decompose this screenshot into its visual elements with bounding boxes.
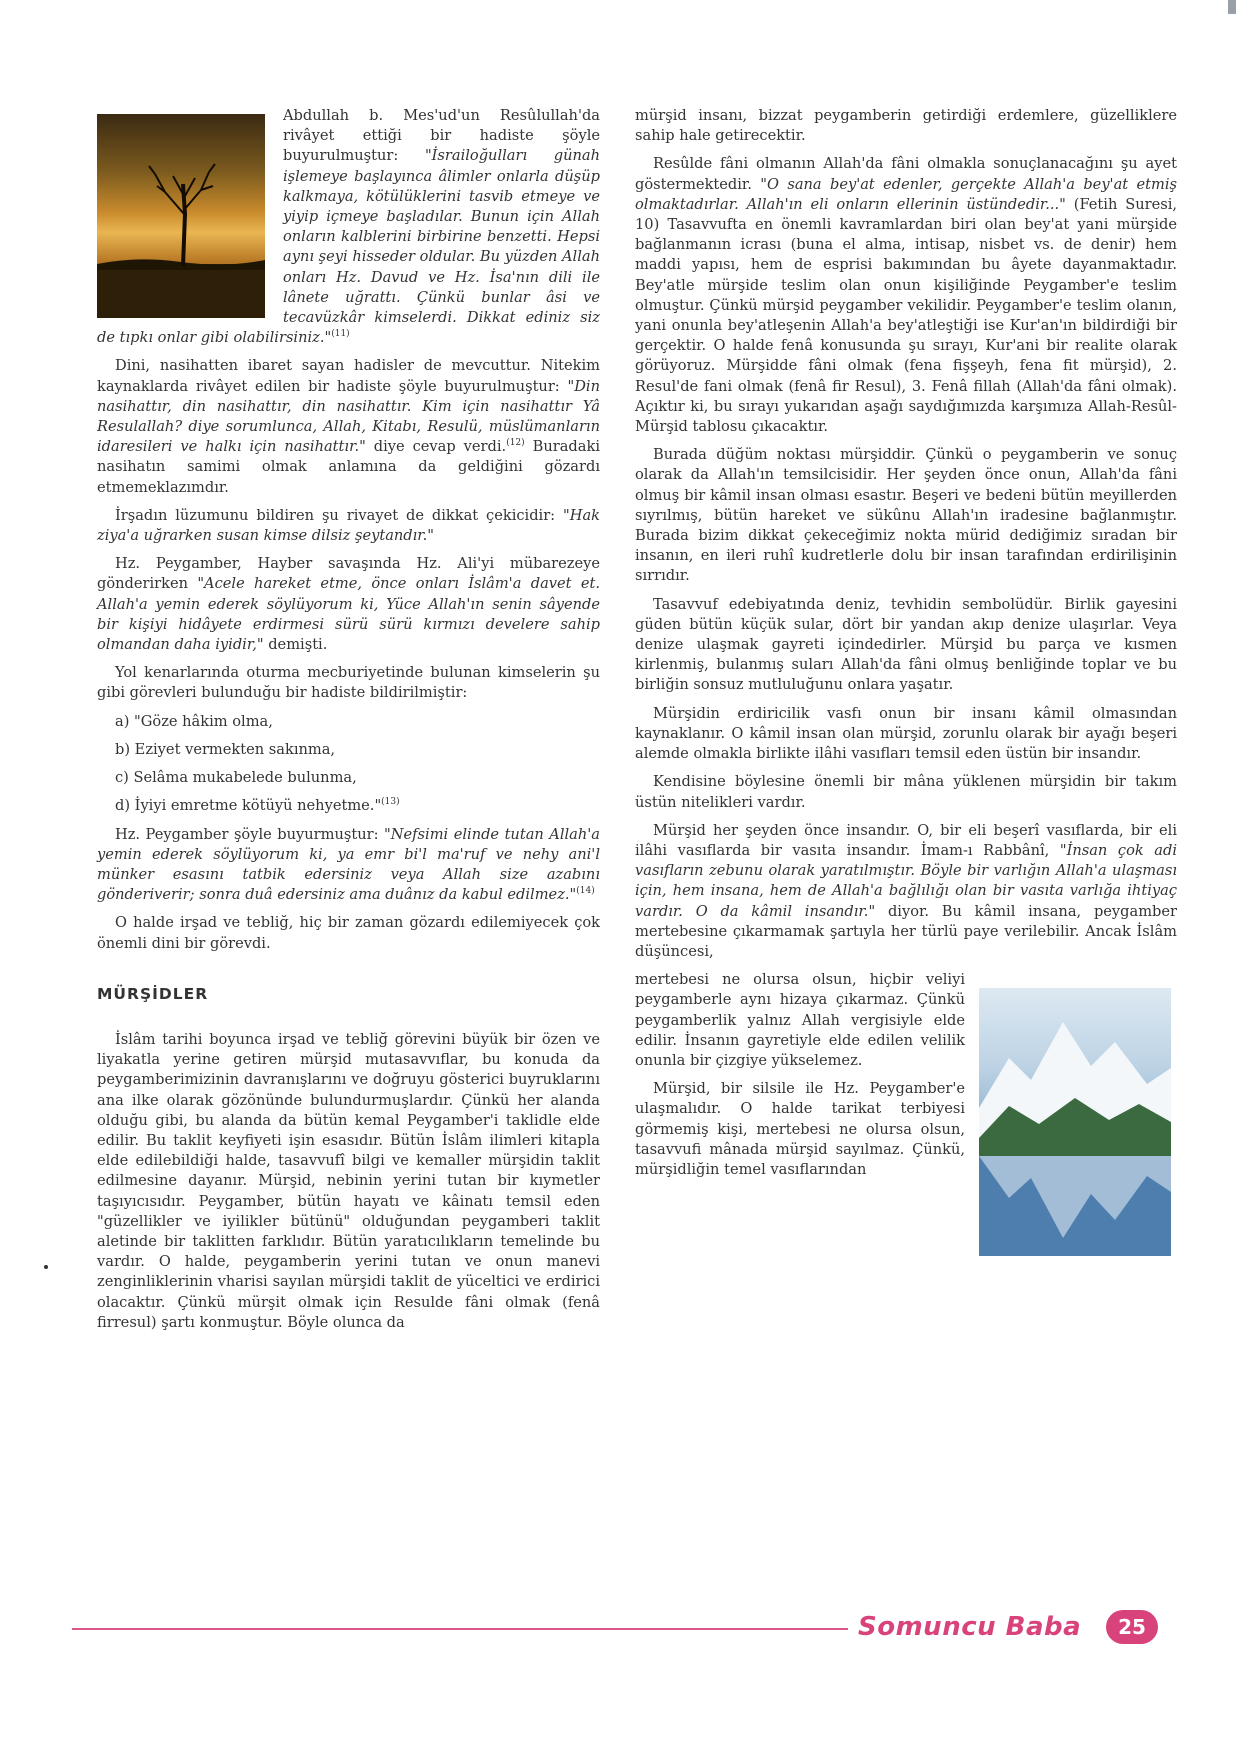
list-item-c: c) Selâma mukabelede bulunma,: [115, 769, 357, 787]
right-p2-a: Resûlde fâni olmanın Allah'da fâni olmakla sonuçlanacağını şu ayet göstermektedir.: [635, 155, 1177, 193]
left-p7: O halde irşad ve tebliğ, hiç bir zaman gözardı edilemiyecek çok önemli dini bir görevdi.: [97, 914, 600, 952]
left-column: [97, 106, 600, 1341]
sunset-tree-photo: [97, 114, 265, 318]
right-p7-b-start: diyor. Bu kâmil insana, peygamber mertebesine çıkarmamak şartıyla her türlü paye verilebilir. Ancak İslâm düşüncesi,: [635, 902, 1177, 960]
right-p1: mürşid insanı, bizzat peygamberin getirdiği erdemlere, güzelliklere sahip hale getirecektir.: [635, 107, 1177, 145]
margin-dot: [44, 1265, 48, 1269]
footnote-12: (12): [506, 438, 525, 449]
mountain-lake-photo: [979, 988, 1171, 1256]
left-p6-quote: "Nefsimi elinde tutan Allah'a yemin ederek söylüyorum ki, ya emr bi'l ma'ruf ve nehy ani'l münker esasını tatbik edersiniz veya Allah size azabını gönderiverir; sonra duâ edersiniz ama duânız da kabul edilmez.": [97, 825, 600, 904]
right-p2-b: (Fetih Suresi, 10) Tasavvufta en önemli kavramlardan biri olan bey'at yani mürşide bağlanmanın icrası (buna el alma, intisap, nisbet vs. de denir) hem maddi yapısı, hem de esprisi bakımından bu âyete dayanmaktadır. Bey'atle mürşide teslim olan onun kişiliğinde Peygamber'e teslim olmuştur. Çünkü mürşid peygamber vekilidir. Peygamber'e teslim olanın, yani onunla bey'atleşenin Allah'a bey'atleştiği ise Kur'an'ın bildirdiği bir gerçektir. O halde fenâ konusunda şu sırayı, Kur'ani bir realite olarak görüyoruz. Mürşidde fâni olmak (fena fişşeyh, fena fit mürşid), 2. Resul'de fani olmak (fenâ fir Resul), 3. Fenâ fillah (Allah'da fâni olmak). Açıktır ki, bu sırayı yukarıdan aşağı saydığımızda karşımıza Allah-Resûl-Mürşid tablosu çıkacaktır.: [635, 195, 1178, 436]
footnote-13: (13): [381, 797, 400, 808]
left-p2-c: Buradaki nasihatın samimi olmak anlamına da geldiğini gözardı etmemeklazımdır.: [97, 438, 600, 496]
right-p6: Kendisine böylesine önemli bir mâna yüklenen mürşidin bir takım üstün nitelikleri vardır.: [635, 773, 1177, 811]
left-intro: Abdullah b. Mes'ud'un Resûlullah'da rivâyet ettiği bir hadiste şöyle buyurulmuştur:: [283, 107, 600, 165]
list-item-a: a) "Göze hâkim olma,: [115, 712, 273, 730]
right-p3: Burada düğüm noktası mürşiddir. Çünkü o peygamberin ve sonuç olarak da Allah'ın temsilcisidir. Her şeyden önce onun, Allah'da fâni olmuş bir kâmil insan olması esastır. Beşeri ve bedeni bütün meyillerden sıyrılmış, bütün hareket ve sükûnu Allah'ın iradesine bağlanmıştır. Burada bizim dikkat çekeceğimiz nokta mürid dediğimiz sıradan bir insanın, en ileri ruhî kudretlerle dolu bir insan tarafından erdirilişinin sırrıdır.: [635, 446, 1177, 585]
list-item-b: b) Eziyet vermekten sakınma,: [115, 740, 336, 758]
right-p2-quote: "O sana bey'at edenler, gerçekte Allah'a bey'at etmiş olmaktadırlar. Allah'ın eli onların ellerinin üstündedir...": [635, 175, 1177, 213]
footer-rule: [72, 1628, 848, 1630]
left-p5: Yol kenarlarında oturma mecburiyetinde bulunan kimselerin şu gibi görevleri bulunduğu bir hadiste bildirilmiştir:: [97, 664, 600, 702]
left-p2-a: Dini, nasihatten ibaret sayan hadisler de mevcuttur. Nitekim kaynaklarda rivâyet edilen bir hadiste şöyle buyurulmuştur:: [97, 357, 600, 395]
right-p7-quote: "İnsan çok adi vasıfların zebunu olarak yaratılmıştır. Böyle bir varlığın Allah'a ulaşması için, hem insana, hem de Allah'a bağlılığı olan bir vasıta varlığa ihtiyaç vardır. O da kâmil insandır.": [635, 841, 1177, 920]
left-p4-b: demişti.: [263, 636, 328, 654]
left-p2-b: diye cevap verdi.: [365, 438, 507, 456]
left-p8: İslâm tarihi boyunca irşad ve tebliğ görevini büyük bir özen ve liyakatla yerine getiren mürşid mutasavvıflar, bu konuda da peygamberimizinin davranışlarını ve doğruyu gösterici buyruklarını ana ilke olarak gözönünde bulundurmuşlardır. Çünkü her alanda olduğu gibi, bu alanda da bütün kemal Peygamber'i taklidle elde edilir. Bu taklit keyfiyeti işin esasıdır. Bütün İslâm ilimleri kitapla elde edilebildiği halde, tasavvufî bilgi ve kemaller mürşidin taklit edilmesine dayanır. Mürşid, nebinin yerini tutan bir kıymetler taşıyıcısıdır. Peygamber, bütün hayatı ve kâinatı temsil eden "güzellikler ve iyilikler bütünü" olduğundan peygamberi taklit aletinde bir taklitten farklıdır. Bütün yaratıcılıkların temelinde bu vardır. O halde, peygamberin yerini tutan ve onun manevi zenginliklerinin vharisi sayılan mürşidi taklit de yüceltici ve erdirici olacaktır. Çünkü mürşit olmak için Resulde fâni olmak (fenâ firresul) şartı konmuştur. Böyle olunca da: [97, 1030, 600, 1331]
right-p7-a: Mürşid her şeyden önce insandır. O, bir eli beşerî vasıflarda, bir eli ilâhi vasıflarda bir vasıta insandır. İmam-ı Rabbânî,: [635, 821, 1177, 859]
section-title: MÜRŞİDLER: [97, 984, 209, 1003]
left-p6-a: Hz. Peygamber şöyle buyurmuştur:: [115, 825, 385, 843]
right-p5: Mürşidin erdiricilik vasfı onun bir insanı kâmil olmasından kaynaklanır. O kâmil insan olan mürşid, zorunlu olarak bir ayağı beşeri alemde olmakla birlikte ilâhi vasıfları temsil eden üstün bir insandır.: [635, 704, 1177, 763]
left-intro-quote: "İsrailoğulları günah işlemeye başlayınca âlimler onlarla düşüp kalkmaya, kötülüklerini tasvib etmeye ve yiyip içmeye başladılar. Bunun için Allah onların kalblerini birbirine benzetti. Hepsi aynı şeyi hisseder oldular. Bu yüzden Allah onları Hz. Davud ve Hz. İsa'nın dili ile lânete uğrattı. Çünkü bunlar âsi ve tecavüzkâr kimselerdi. Dikkat ediniz siz de tıpkı onlar gibi olabilirsiniz.": [97, 147, 600, 347]
footnote-11: (11): [331, 329, 350, 340]
scan-corner-mark: [1228, 0, 1236, 14]
right-column: [635, 106, 1177, 1262]
footnote-14: (14): [576, 886, 595, 897]
left-p4-a: Hz. Peygamber, Hayber savaşında Hz. Ali'yi mübarezeye gönderirken: [97, 555, 600, 593]
page-number: 25: [1106, 1610, 1158, 1644]
right-p4: Tasavvuf edebiyatında deniz, tevhidin sembolüdür. Birlik gayesini güden bütün küçük sular, dört bir yandan akıp denize ulaşırlar. Veya denize ulaşmak gayreti içindedirler. Mürşid bu parça ve kısmen kirlenmiş, bulanmış suları Allah'da fâni olmuş benliğinde toplar ve bu birliğin sonsuz mutluluğunu onlara yaşatır.: [635, 595, 1177, 694]
magazine-brand: Somuncu Baba: [858, 1612, 1082, 1642]
left-p4-quote: "Acele hareket etme, önce onları İslâm'a davet et. Allah'a yemin ederek söylüyorum ki, Yüce Allah'ın senin sâyende bir kişiyi hidâyete erdirmesi sürü sürü kırmızı develere sahip olmandan daha iyidir,": [97, 575, 600, 654]
list-item-d: d) İyiyi emretme kötüyü nehyetme.": [115, 797, 382, 815]
left-p2-quote: "Din nasihattır, din nasihattır, din nasihattır. Kim için nasihattır Yâ Resulallah? diye sorumlunca, Allah, Kitabı, Resulü, müslümanların idaresileri ve halkı için nasihattır.": [97, 377, 600, 456]
right-p7-b-rest: mertebesi ne olursa olsun, hiçbir veliyi peygamberle aynı hizaya çıkarmaz. Çünkü peygamberlik yalnız Allah vergisiyle elde edilir. İnsanın gayretiyle elde edilen velilik onunla bir çizgiye yükselemez.: [635, 971, 965, 1069]
left-p3-quote: "Hak ziya'a uğrarken susan kimse dilsiz şeytandır.": [97, 506, 600, 545]
left-p3-a: İrşadın lüzumunu bildiren şu rivayet de dikkat çekicidir:: [115, 506, 564, 524]
right-p8: Mürşid, bir silsile ile Hz. Peygamber'e ulaşmalıdır. O halde tarikat terbiyesi görmemiş kişi, mertebesi ne olursa olsun, tasavvufi mânada mürşid sayılmaz. Çünkü, mürşidliğin temel vasıflarından: [635, 1080, 965, 1178]
